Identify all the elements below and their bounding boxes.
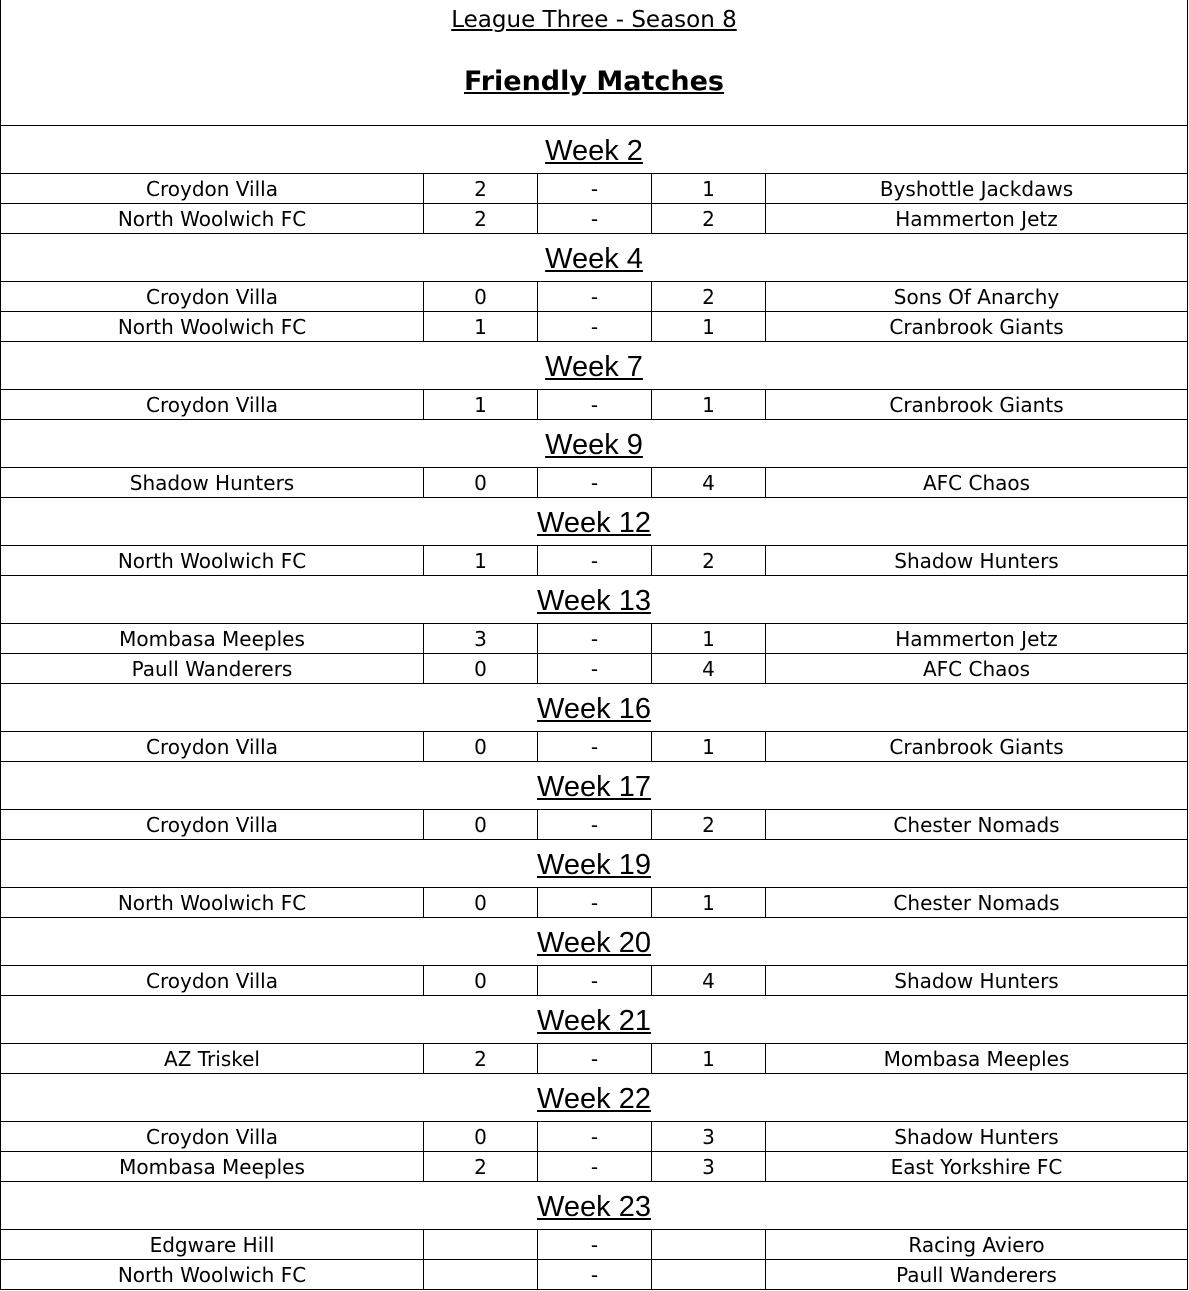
home-score-cell[interactable]: 0 (424, 468, 538, 497)
match-row (1, 390, 1187, 420)
away-team-cell[interactable]: AFC Chaos (922, 657, 1031, 681)
match-row (1, 282, 1187, 312)
away-score-cell[interactable]: 4 (652, 966, 766, 995)
home-team-cell[interactable]: Croydon Villa (1, 1122, 424, 1151)
away-team-cell[interactable]: Byshottle Jackdaws (879, 177, 1074, 201)
score-separator-cell[interactable]: - (538, 174, 652, 203)
home-score-cell[interactable] (424, 1230, 538, 1259)
match-row (1, 888, 1187, 918)
match-row (1, 204, 1187, 234)
match-row (1, 1152, 1187, 1182)
home-team-cell[interactable]: Paull Wanderers (1, 654, 424, 683)
home-score-cell[interactable]: 2 (424, 204, 538, 233)
week-header (1, 1182, 1187, 1230)
fixtures-table (1, 126, 1187, 1290)
home-score-cell[interactable]: 0 (424, 888, 538, 917)
week-header (1, 1074, 1187, 1122)
away-team-cell[interactable]: Hammerton Jetz (895, 207, 1058, 231)
away-score-cell[interactable]: 4 (652, 654, 766, 683)
home-score-cell[interactable]: 0 (424, 1122, 538, 1151)
away-score-cell[interactable] (652, 1230, 766, 1259)
home-team-cell[interactable]: North Woolwich FC (1, 1260, 424, 1289)
week-label: Week 4 (545, 243, 643, 275)
score-separator-cell[interactable]: - (538, 1044, 652, 1073)
away-team-cell[interactable]: Shadow Hunters (894, 549, 1059, 573)
match-row (1, 468, 1187, 498)
away-score-cell[interactable]: 1 (652, 732, 766, 761)
home-team-cell[interactable]: Croydon Villa (1, 390, 424, 419)
away-team-cell[interactable]: Paull Wanderers (896, 1263, 1057, 1287)
home-team-cell[interactable]: Croydon Villa (1, 810, 424, 839)
away-score-cell[interactable]: 1 (652, 1044, 766, 1073)
week-header (1, 420, 1187, 468)
match-row (1, 1122, 1187, 1152)
away-score-cell[interactable]: 2 (652, 282, 766, 311)
match-row (1, 1260, 1187, 1290)
score-separator-cell[interactable]: - (538, 390, 652, 419)
home-score-cell[interactable]: 1 (424, 546, 538, 575)
match-row (1, 624, 1187, 654)
away-team-cell[interactable]: Racing Aviero (908, 1233, 1045, 1257)
score-separator-cell[interactable]: - (538, 1260, 652, 1289)
score-separator-cell[interactable]: - (538, 966, 652, 995)
away-score-cell[interactable]: 1 (652, 390, 766, 419)
away-score-cell[interactable]: 3 (652, 1122, 766, 1151)
away-score-cell[interactable]: 3 (652, 1152, 766, 1181)
away-team-cell[interactable]: Cranbrook Giants (889, 315, 1064, 339)
home-score-cell[interactable]: 0 (424, 966, 538, 995)
match-row (1, 1044, 1187, 1074)
section-title: Friendly Matches (463, 66, 724, 97)
week-header (1, 342, 1187, 390)
home-team-cell[interactable]: Croydon Villa (1, 282, 424, 311)
home-score-cell[interactable]: 2 (424, 174, 538, 203)
league-title: League Three - Season 8 (451, 7, 737, 33)
home-score-cell[interactable] (424, 1260, 538, 1289)
home-score-cell[interactable]: 0 (424, 282, 538, 311)
score-separator-cell[interactable]: - (538, 732, 652, 761)
match-row (1, 312, 1187, 342)
score-separator-cell[interactable]: - (538, 1152, 652, 1181)
score-separator-cell[interactable]: - (538, 1122, 652, 1151)
home-team-cell[interactable]: Mombasa Meeples (1, 624, 424, 653)
match-row (1, 732, 1187, 762)
home-team-cell[interactable]: Croydon Villa (1, 174, 424, 203)
away-score-cell[interactable]: 1 (652, 174, 766, 203)
away-score-cell[interactable]: 1 (652, 624, 766, 653)
away-team-cell[interactable]: AFC Chaos (922, 471, 1031, 495)
score-separator-cell[interactable]: - (538, 312, 652, 341)
week-header (1, 234, 1187, 282)
home-team-cell[interactable]: Croydon Villa (1, 732, 424, 761)
match-row (1, 174, 1187, 204)
sheet-header (1, 0, 1187, 126)
week-header (1, 684, 1187, 732)
match-row (1, 1230, 1187, 1260)
week-label: Week 9 (545, 429, 643, 461)
match-row (1, 810, 1187, 840)
away-team-cell[interactable]: Hammerton Jetz (895, 627, 1058, 651)
week-header (1, 126, 1187, 174)
score-separator-cell[interactable]: - (538, 624, 652, 653)
score-separator-cell[interactable]: - (538, 888, 652, 917)
away-score-cell[interactable]: 2 (652, 204, 766, 233)
week-label: Week 13 (537, 585, 651, 617)
score-separator-cell[interactable]: - (538, 810, 652, 839)
week-header (1, 762, 1187, 810)
week-header (1, 918, 1187, 966)
away-team-cell[interactable]: Chester Nomads (893, 813, 1060, 837)
away-team-cell[interactable]: Chester Nomads (893, 891, 1060, 915)
home-team-cell[interactable]: Croydon Villa (1, 966, 424, 995)
away-team-cell[interactable]: Shadow Hunters (894, 1125, 1059, 1149)
home-score-cell[interactable]: 2 (424, 1044, 538, 1073)
week-header (1, 576, 1187, 624)
home-team-cell[interactable]: North Woolwich FC (1, 888, 424, 917)
home-team-cell[interactable]: Shadow Hunters (1, 468, 424, 497)
week-label: Week 23 (537, 1191, 651, 1223)
away-score-cell[interactable]: 1 (652, 312, 766, 341)
week-label: Week 21 (537, 1005, 651, 1037)
score-separator-cell[interactable]: - (538, 1230, 652, 1259)
match-row (1, 546, 1187, 576)
home-score-cell[interactable]: 0 (424, 654, 538, 683)
score-separator-cell[interactable]: - (538, 654, 652, 683)
week-label: Week 19 (537, 849, 651, 881)
home-score-cell[interactable]: 1 (424, 390, 538, 419)
away-score-cell[interactable]: 2 (652, 810, 766, 839)
away-team-cell[interactable]: Cranbrook Giants (889, 735, 1064, 759)
away-score-cell[interactable]: 4 (652, 468, 766, 497)
home-score-cell[interactable]: 0 (424, 732, 538, 761)
score-separator-cell[interactable]: - (538, 282, 652, 311)
home-team-cell[interactable]: North Woolwich FC (1, 204, 424, 233)
home-team-cell[interactable]: Mombasa Meeples (1, 1152, 424, 1181)
home-score-cell[interactable]: 3 (424, 624, 538, 653)
week-label: Week 12 (537, 507, 651, 539)
week-label: Week 20 (537, 927, 651, 959)
away-team-cell[interactable]: Mombasa Meeples (883, 1047, 1070, 1071)
away-team-cell[interactable]: Shadow Hunters (894, 969, 1059, 993)
week-label: Week 22 (537, 1083, 651, 1115)
away-score-cell[interactable]: 1 (652, 888, 766, 917)
away-team-cell[interactable]: Sons Of Anarchy (893, 285, 1060, 309)
week-label: Week 2 (545, 135, 643, 167)
week-label: Week 7 (545, 351, 643, 383)
away-team-cell[interactable]: East Yorkshire FC (890, 1155, 1063, 1179)
home-team-cell[interactable]: North Woolwich FC (1, 312, 424, 341)
score-separator-cell[interactable]: - (538, 204, 652, 233)
away-team-cell[interactable]: Cranbrook Giants (889, 393, 1064, 417)
score-separator-cell[interactable]: - (538, 468, 652, 497)
home-score-cell[interactable]: 0 (424, 810, 538, 839)
score-separator-cell[interactable]: - (538, 546, 652, 575)
away-score-cell[interactable] (652, 1260, 766, 1289)
week-label: Week 16 (537, 693, 651, 725)
week-label: Week 17 (537, 771, 651, 803)
home-score-cell[interactable]: 1 (424, 312, 538, 341)
match-row (1, 966, 1187, 996)
home-score-cell[interactable]: 2 (424, 1152, 538, 1181)
home-team-cell[interactable]: AZ Triskel (1, 1044, 424, 1073)
away-score-cell[interactable]: 2 (652, 546, 766, 575)
match-row (1, 654, 1187, 684)
home-team-cell[interactable]: Edgware Hill (1, 1230, 424, 1259)
home-team-cell[interactable]: North Woolwich FC (1, 546, 424, 575)
week-header (1, 498, 1187, 546)
week-header (1, 996, 1187, 1044)
week-header (1, 840, 1187, 888)
